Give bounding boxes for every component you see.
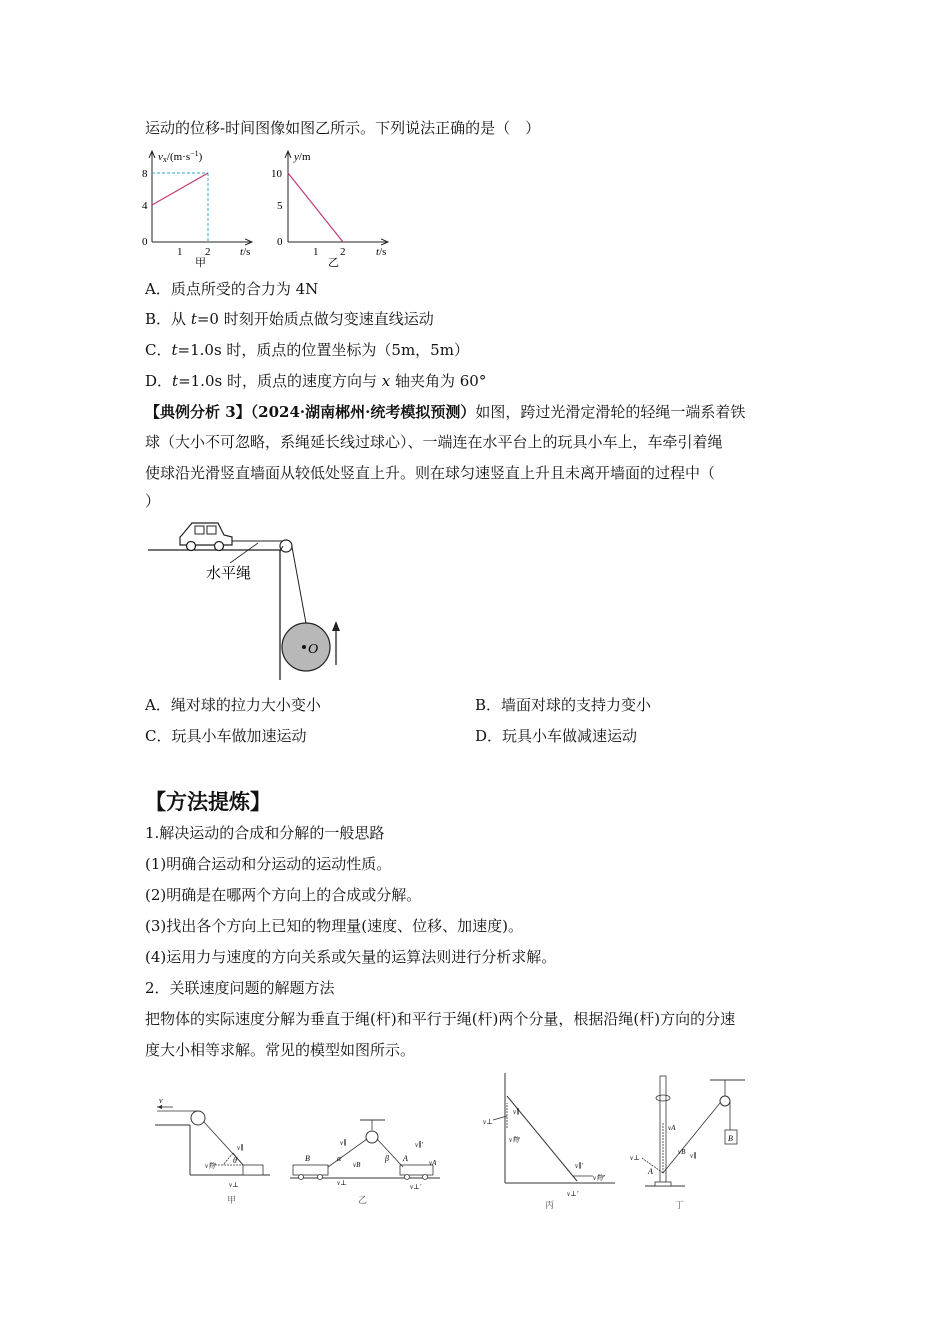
svg-text:v⊥: v⊥ (483, 1118, 493, 1126)
q3-line-2: 球（大小不可忽略，系绳延长线过球心）、一端连在水平台上的玩具小车上，车牵引着绳 (145, 433, 723, 451)
method-line-1: 1.解决运动的合成和分解的一般思路 (145, 824, 385, 842)
svg-text:A: A (648, 1167, 653, 1176)
q3-title: 【典例分析 3】 (145, 403, 251, 421)
svg-text:丙: 丙 (545, 1201, 555, 1211)
svg-text:t/s: t/s (240, 246, 251, 258)
q3-line-1: 【典例分析 3】（2024·湖南郴州·统考模拟预测）如图，跨过光滑定滑轮的轻绳一端系着铁 (145, 403, 746, 421)
svg-text:vA: vA (668, 1124, 676, 1132)
q3-figure (140, 515, 360, 685)
svg-text:v∥′: v∥′ (415, 1141, 423, 1149)
svg-text:vB: vB (353, 1161, 361, 1169)
method-line-6: 2．关联速度问题的解题方法 (145, 979, 335, 997)
method-line-5: (4)运用力与速度的方向关系或矢量的运算法则进行分析求解。 (145, 948, 557, 966)
svg-text:vB: vB (678, 1148, 686, 1156)
svg-text:甲: 甲 (227, 1196, 237, 1206)
svg-text:v物: v物 (509, 1136, 520, 1144)
svg-text:2: 2 (205, 246, 211, 258)
model-yi (285, 1085, 445, 1215)
q3-source: （2024·湖南郴州·统考模拟预测） (250, 403, 476, 421)
svg-text:α: α (337, 1154, 342, 1163)
svg-text:vA: vA (429, 1159, 437, 1167)
q2-option-d: D．t=1.0s 时，质点的速度方向与 x 轴夹角为 60° (145, 372, 487, 390)
svg-text:2: 2 (340, 246, 346, 258)
model-jia (145, 1085, 280, 1215)
svg-text:0: 0 (142, 236, 148, 248)
q3-option-d: D．玩具小车做减速运动 (475, 727, 638, 745)
svg-text:v⊥: v⊥ (337, 1179, 347, 1187)
svg-text:θ: θ (233, 1156, 237, 1165)
svg-text:4: 4 (142, 200, 148, 212)
svg-text:v⊥′: v⊥′ (410, 1183, 422, 1191)
svg-text:B: B (305, 1154, 310, 1163)
svg-text:丁: 丁 (675, 1201, 685, 1211)
svg-text:t/s: t/s (376, 246, 387, 258)
svg-text:y/m: y/m (294, 151, 311, 163)
graph-jia (140, 145, 265, 270)
svg-text:10: 10 (271, 168, 282, 180)
svg-text:v⊥: v⊥ (229, 1181, 239, 1189)
svg-text:vx/(m·s−1): $vx/(m\cdot s^{-1})$ (158, 149, 203, 164)
pulley (280, 540, 292, 552)
method-line-4: (3)找出各个方向上已知的物理量(速度、位移、加速度)。 (145, 917, 523, 935)
q3-option-c: C．玩具小车做加速运动 (145, 727, 307, 745)
svg-text:v∥: v∥ (513, 1108, 520, 1116)
model-ding (620, 1068, 770, 1218)
q3-option-a: A．绳对球的拉力大小变小 (145, 696, 321, 714)
q3-line-4: ） (145, 492, 161, 510)
svg-text:v⊥: v⊥ (630, 1154, 640, 1162)
svg-text:A: A (403, 1154, 408, 1163)
svg-text:v∥: v∥ (340, 1139, 347, 1147)
method-heading: 【方法提炼】 (145, 790, 271, 814)
rope-label: 水平绳 (206, 564, 252, 582)
svg-text:β: β (385, 1154, 389, 1163)
svg-text:1: 1 (177, 246, 183, 258)
q2-option-b: B．从 t=0 时刻开始质点做匀变速直线运动 (145, 310, 434, 328)
vx-line (152, 173, 208, 205)
q2-option-c: C．t=1.0s 时，质点的位置坐标为（5m，5m） (145, 341, 469, 359)
svg-text:v∥′: v∥′ (575, 1162, 583, 1170)
q2-intro: 运动的位移-时间图像如图乙所示。下列说法正确的是（ ） (145, 119, 541, 137)
graph-yi (270, 145, 395, 270)
svg-text:乙: 乙 (358, 1196, 368, 1206)
svg-text:v: v (159, 1096, 163, 1105)
svg-text:8: 8 (142, 168, 148, 180)
svg-text:v∥: v∥ (237, 1144, 244, 1152)
q2-option-a: A．质点所受的合力为 4N (145, 280, 319, 298)
q3-line-3: 使球沿光滑竖直墙面从较低处竖直上升。则在球匀速竖直上升且未离开墙面的过程中（ (145, 464, 716, 482)
svg-text:B: B (728, 1134, 733, 1143)
y-line (288, 173, 343, 242)
q3-option-b: B．墙面对球的支持力变小 (475, 696, 652, 714)
method-line-3: (2)明确是在哪两个方向上的合成或分解。 (145, 886, 422, 904)
method-line-2: (1)明确合运动和分运动的运动性质。 (145, 855, 392, 873)
svg-text:v∥: v∥ (690, 1152, 697, 1160)
toy-car (180, 523, 232, 551)
svg-text:5: 5 (277, 200, 283, 212)
method-line-8: 度大小相等求解。常见的模型如图所示。 (145, 1041, 416, 1059)
svg-text:0: 0 (277, 236, 283, 248)
svg-text:乙: 乙 (328, 256, 339, 269)
svg-text:v物: v物 (205, 1162, 216, 1170)
svg-text:甲: 甲 (195, 256, 206, 269)
method-line-7: 把物体的实际速度分解为垂直于绳(杆)和平行于绳(杆)两个分量，根据沿绳(杆)方向的分速 (145, 1010, 736, 1028)
svg-text:O: O (308, 642, 319, 657)
model-bing (465, 1068, 620, 1218)
svg-text:v⊥′: v⊥′ (567, 1190, 579, 1198)
svg-text:v物′: v物′ (593, 1174, 605, 1182)
svg-text:1: 1 (313, 246, 319, 258)
